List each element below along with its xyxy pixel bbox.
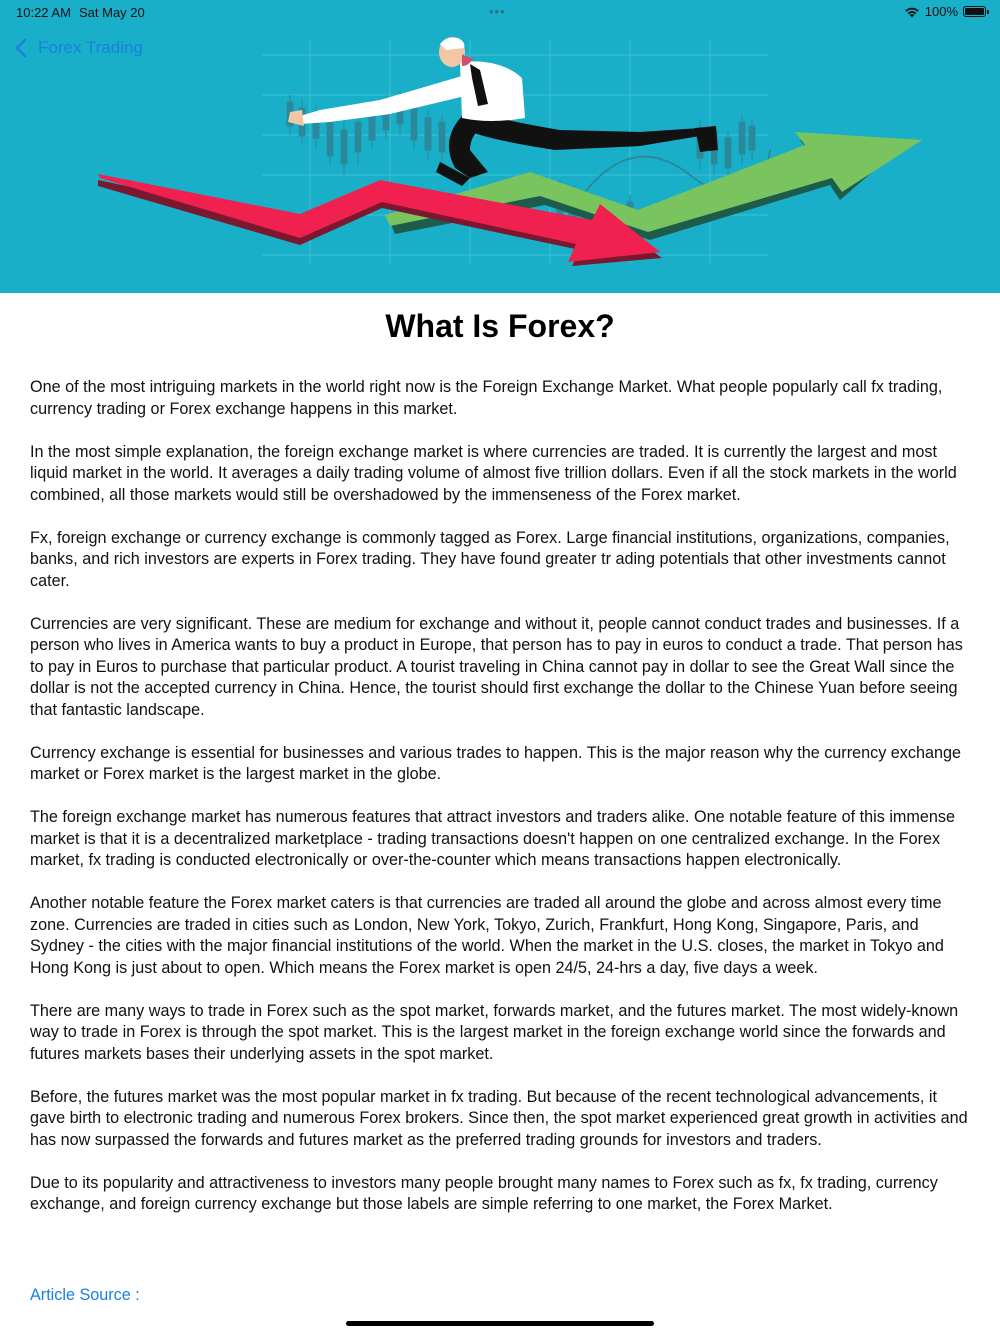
article-paragraph: Currency exchange is essential for businesses and various trades to happen. This is the major reason why the currency exchange market or Forex market is the largest market in the globe. [30, 743, 961, 783]
battery-icon [963, 6, 986, 17]
status-time: 10:22 AM [16, 5, 71, 20]
article-paragraph: The foreign exchange market has numerous features that attract investors and traders alike. One notable feature of this immense market is that it is a decentralized marketplace - trading transactions doesn't happen on one centralized exchange. In the Forex market, fx trading is conducted electronically or over-the-counter which means transactions happen electronically. [30, 808, 955, 869]
back-button-label: Forex Trading [38, 38, 143, 57]
article-paragraph: In the most simple explanation, the foreign exchange market is where currencies are traded. It is currently the largest and most liquid market in the world. It averages a daily trading volume of almost five trillion dollars. Even if all the stock markets in the world combined, all those markets would still be overshadowed by the immenseness of the Forex market. [30, 442, 957, 504]
article-paragraph: Due to its popularity and attractiveness to investors many people brought many names to Forex such as fx, fx trading, currency exchange, and foreign currency exchange but those labels are simple referring to one market, the Forex Market. [30, 1173, 938, 1213]
article-paragraph: There are many ways to trade in Forex such as the spot market, forwards market, and the futures market. The most widely-known way to trade in Forex is through the spot market. This is the largest market in the foreign exchange world since the forwards and futures markets bases their underlying assets in the spot market. [30, 1001, 959, 1063]
wifi-icon [904, 6, 920, 18]
article-paragraph: Another notable feature the Forex market caters is that currencies are traded all around the globe and across almost every time zone. Currencies are traded in cities such as London, New York, Tokyo, Zurich, Frankfurt, Hong Kong, Singapore, Paris, and Sydney - the cities with the major financial institutions of the world. When the market in the U.S. closes, the market in Tokyo and Hong Kong is just about to open. Which means the Forex market is open 24/5, 24-hrs a day, five days a week. [30, 894, 944, 977]
battery-percent: 100% [924, 4, 958, 19]
multitasking-dots-icon[interactable]: ••• [489, 4, 506, 19]
status-date: Sat May 20 [79, 5, 145, 20]
article-paragraph: Before, the futures market was the most popular market in fx trading. But because of the recent technological advancements, it gave birth to electronic trading and numerous Forex brokers. Since then, the spot market experienced great growth in activities and has now surpassed the forwards and futures market as the preferred trading grounds for investors and traders. [30, 1087, 968, 1149]
article-source-link[interactable]: Article Source : [30, 1286, 140, 1304]
chevron-left-icon [12, 38, 32, 58]
status-bar [0, 0, 1000, 24]
back-button[interactable] [12, 38, 143, 58]
article-body [30, 377, 975, 1237]
status-right-cluster [904, 4, 986, 19]
article-title: What Is Forex? [385, 308, 615, 344]
battery-fill [965, 8, 984, 15]
hero-banner [0, 0, 1000, 293]
article-paragraph: Currencies are very significant. These are medium for exchange and without it, people cannot conduct trades and businesses. If a person who lives in America wants to buy a product in Europe, that person has to pay in euros to conduct a trade. That person has to pay in Euros to purchase that particular product. A tourist traveling in China cannot pay in dollar to see the Great Wall since the dollar is not the accepted currency in China. Hence, the tourist should first exchange the dollar to the Chinese Yuan before seeing that fantastic landscape. [30, 614, 963, 719]
article-paragraph: One of the most intriguing markets in the world right now is the Foreign Exchange Market. What people popularly call fx trading, currency trading or Forex exchange happens in this market. [30, 378, 943, 418]
home-indicator[interactable] [346, 1321, 654, 1326]
article-paragraph: Fx, foreign exchange or currency exchange is commonly tagged as Forex. Large financial institutions, organizations, companies, banks, and rich investors are experts in Forex trading. They have found greater tr ading potentials that other investments cannot cater. [30, 528, 950, 590]
forex-hero-illustration [0, 0, 1000, 293]
